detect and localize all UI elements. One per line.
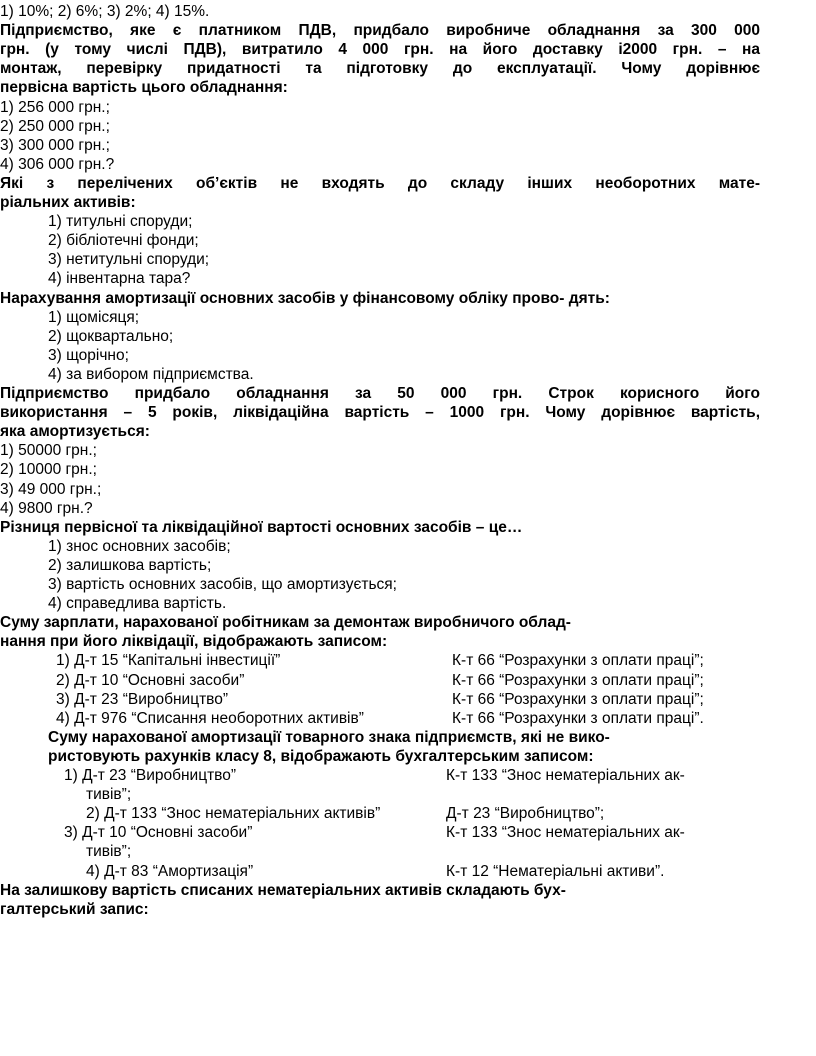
question-text: Нарахування амортизації основних засобів у фінансовому обліку прово- дять: [0,289,610,307]
answer-option: 4) інвентарна тара? [48,270,191,288]
answer-option [56,690,704,709]
answer-option: 4) справедлива вартість. [48,595,227,613]
answer-option [56,671,704,690]
answer-option: 3) щорічно; [48,346,129,364]
answer-option: 4) 306 000 грн.? [0,155,115,173]
answer-option: 3) 49 000 грн.; [0,480,102,498]
question-text: грн. (у тому числі ПДВ), витратило 4 000 грн. на його доставку і2000 грн. – на [0,41,760,59]
credit-entry: Д-т 23 “Виробництво”; [446,805,605,823]
question-text: первісна вартість цього обладнання: [0,79,288,97]
answer-option: 3) вартість основних засобів, що амортизується; [48,576,397,593]
answer-option: 2) 10000 грн.; [0,461,97,479]
answer-option: 1) щомісяця; [48,308,140,326]
answer-option: 3) 300 000 грн.; [0,136,110,154]
debit-entry: 3) Д-т 10 “Основні засоби” [64,824,253,842]
question-text: монтаж, перевірку придатності та підготовку до експлуатації. Чому дорівнює [0,60,760,78]
answer-option: 3) нетитульні споруди; [48,251,210,269]
answer-option: 4) 9800 грн.? [0,499,93,517]
debit-entry: 2) Д-т 133 “Знос нематеріальних активів” [86,805,381,823]
question-text: використання – 5 років, ліквідаційна вартість – 1000 грн. Чому дорівнює вартість, [0,404,760,422]
answer-option: 2) залишкова вартість; [48,556,212,574]
credit-entry: К-т 133 “Знос нематеріальних ак- [446,824,685,842]
answer-option: 4) за вибором підприємства. [48,365,254,383]
question-text: Які з перелічених об’єктів не входять до складу інших необоротних мате- [0,174,760,192]
debit-entry: 1) Д-т 23 “Виробництво” [64,767,237,784]
credit-entry: К-т 66 “Розрахунки з оплати праці”. [452,709,704,727]
question-text: ристовують рахунків класу 8, відображають бухгалтерським записом: [48,747,594,765]
answer-option: 1) 50000 грн.; [0,442,97,460]
answer-option [86,804,605,823]
question-text: Підприємство, яке є платником ПДВ, придбало виробниче обладнання за 300 000 [0,22,760,40]
credit-entry: К-т 66 “Розрахунки з оплати праці”; [452,671,704,689]
answer-option-continued: тивів”; [86,843,132,861]
answer-options: 1) 10%; 2) 6%; 3) 2%; 4) 15%. [0,3,210,20]
answer-option [86,862,665,881]
answer-option: 2) 250 000 грн.; [0,117,110,135]
debit-entry: 4) Д-т 83 “Амортизація” [86,862,254,880]
question-text: Різниця первісної та ліквідаційної вартості основних засобів – це… [0,518,523,536]
debit-entry: 1) Д-т 15 “Капітальні інвестиції” [56,652,281,670]
question-text: На залишкову вартість списаних нематеріальних активів складають бух- [0,881,566,899]
answer-option: 2) бібліотечні фонди; [48,232,199,250]
answer-option [56,709,704,728]
debit-entry: 4) Д-т 976 “Списання необоротних активів” [56,709,364,727]
question-text: галтерський запис: [0,900,149,918]
question-text: нання при його ліквідації, відображають записом: [0,633,388,651]
credit-entry: К-т 66 “Розрахунки з оплати праці”; [452,652,704,670]
answer-option: 2) щоквартально; [48,327,174,345]
answer-option [56,651,704,670]
question-text: Суму нарахованої амортизації товарного знака підприємств, які не вико- [48,728,610,746]
debit-entry: 2) Д-т 10 “Основні засоби” [56,671,245,689]
answer-option: 1) титульні споруди; [48,213,193,231]
question-text: Підприємство придбало обладнання за 50 000 грн. Строк корисного його [0,385,760,402]
answer-option [64,766,685,785]
question-text: Суму зарплати, нарахованої робітникам за демонтаж виробничого облад- [0,614,571,632]
question-text: ріальних активів: [0,194,136,211]
credit-entry: К-т 66 “Розрахунки з оплати праці”; [452,690,704,708]
debit-entry: 3) Д-т 23 “Виробництво” [56,690,229,708]
answer-option: 1) знос основних засобів; [48,537,231,555]
question-text: яка амортизується: [0,423,150,441]
answer-option-continued: тивів”; [86,786,132,804]
credit-entry: К-т 12 “Нематеріальні активи”. [446,862,665,880]
answer-option [64,823,685,842]
answer-option: 1) 256 000 грн.; [0,98,110,116]
credit-entry: К-т 133 “Знос нематеріальних ак- [446,767,685,784]
